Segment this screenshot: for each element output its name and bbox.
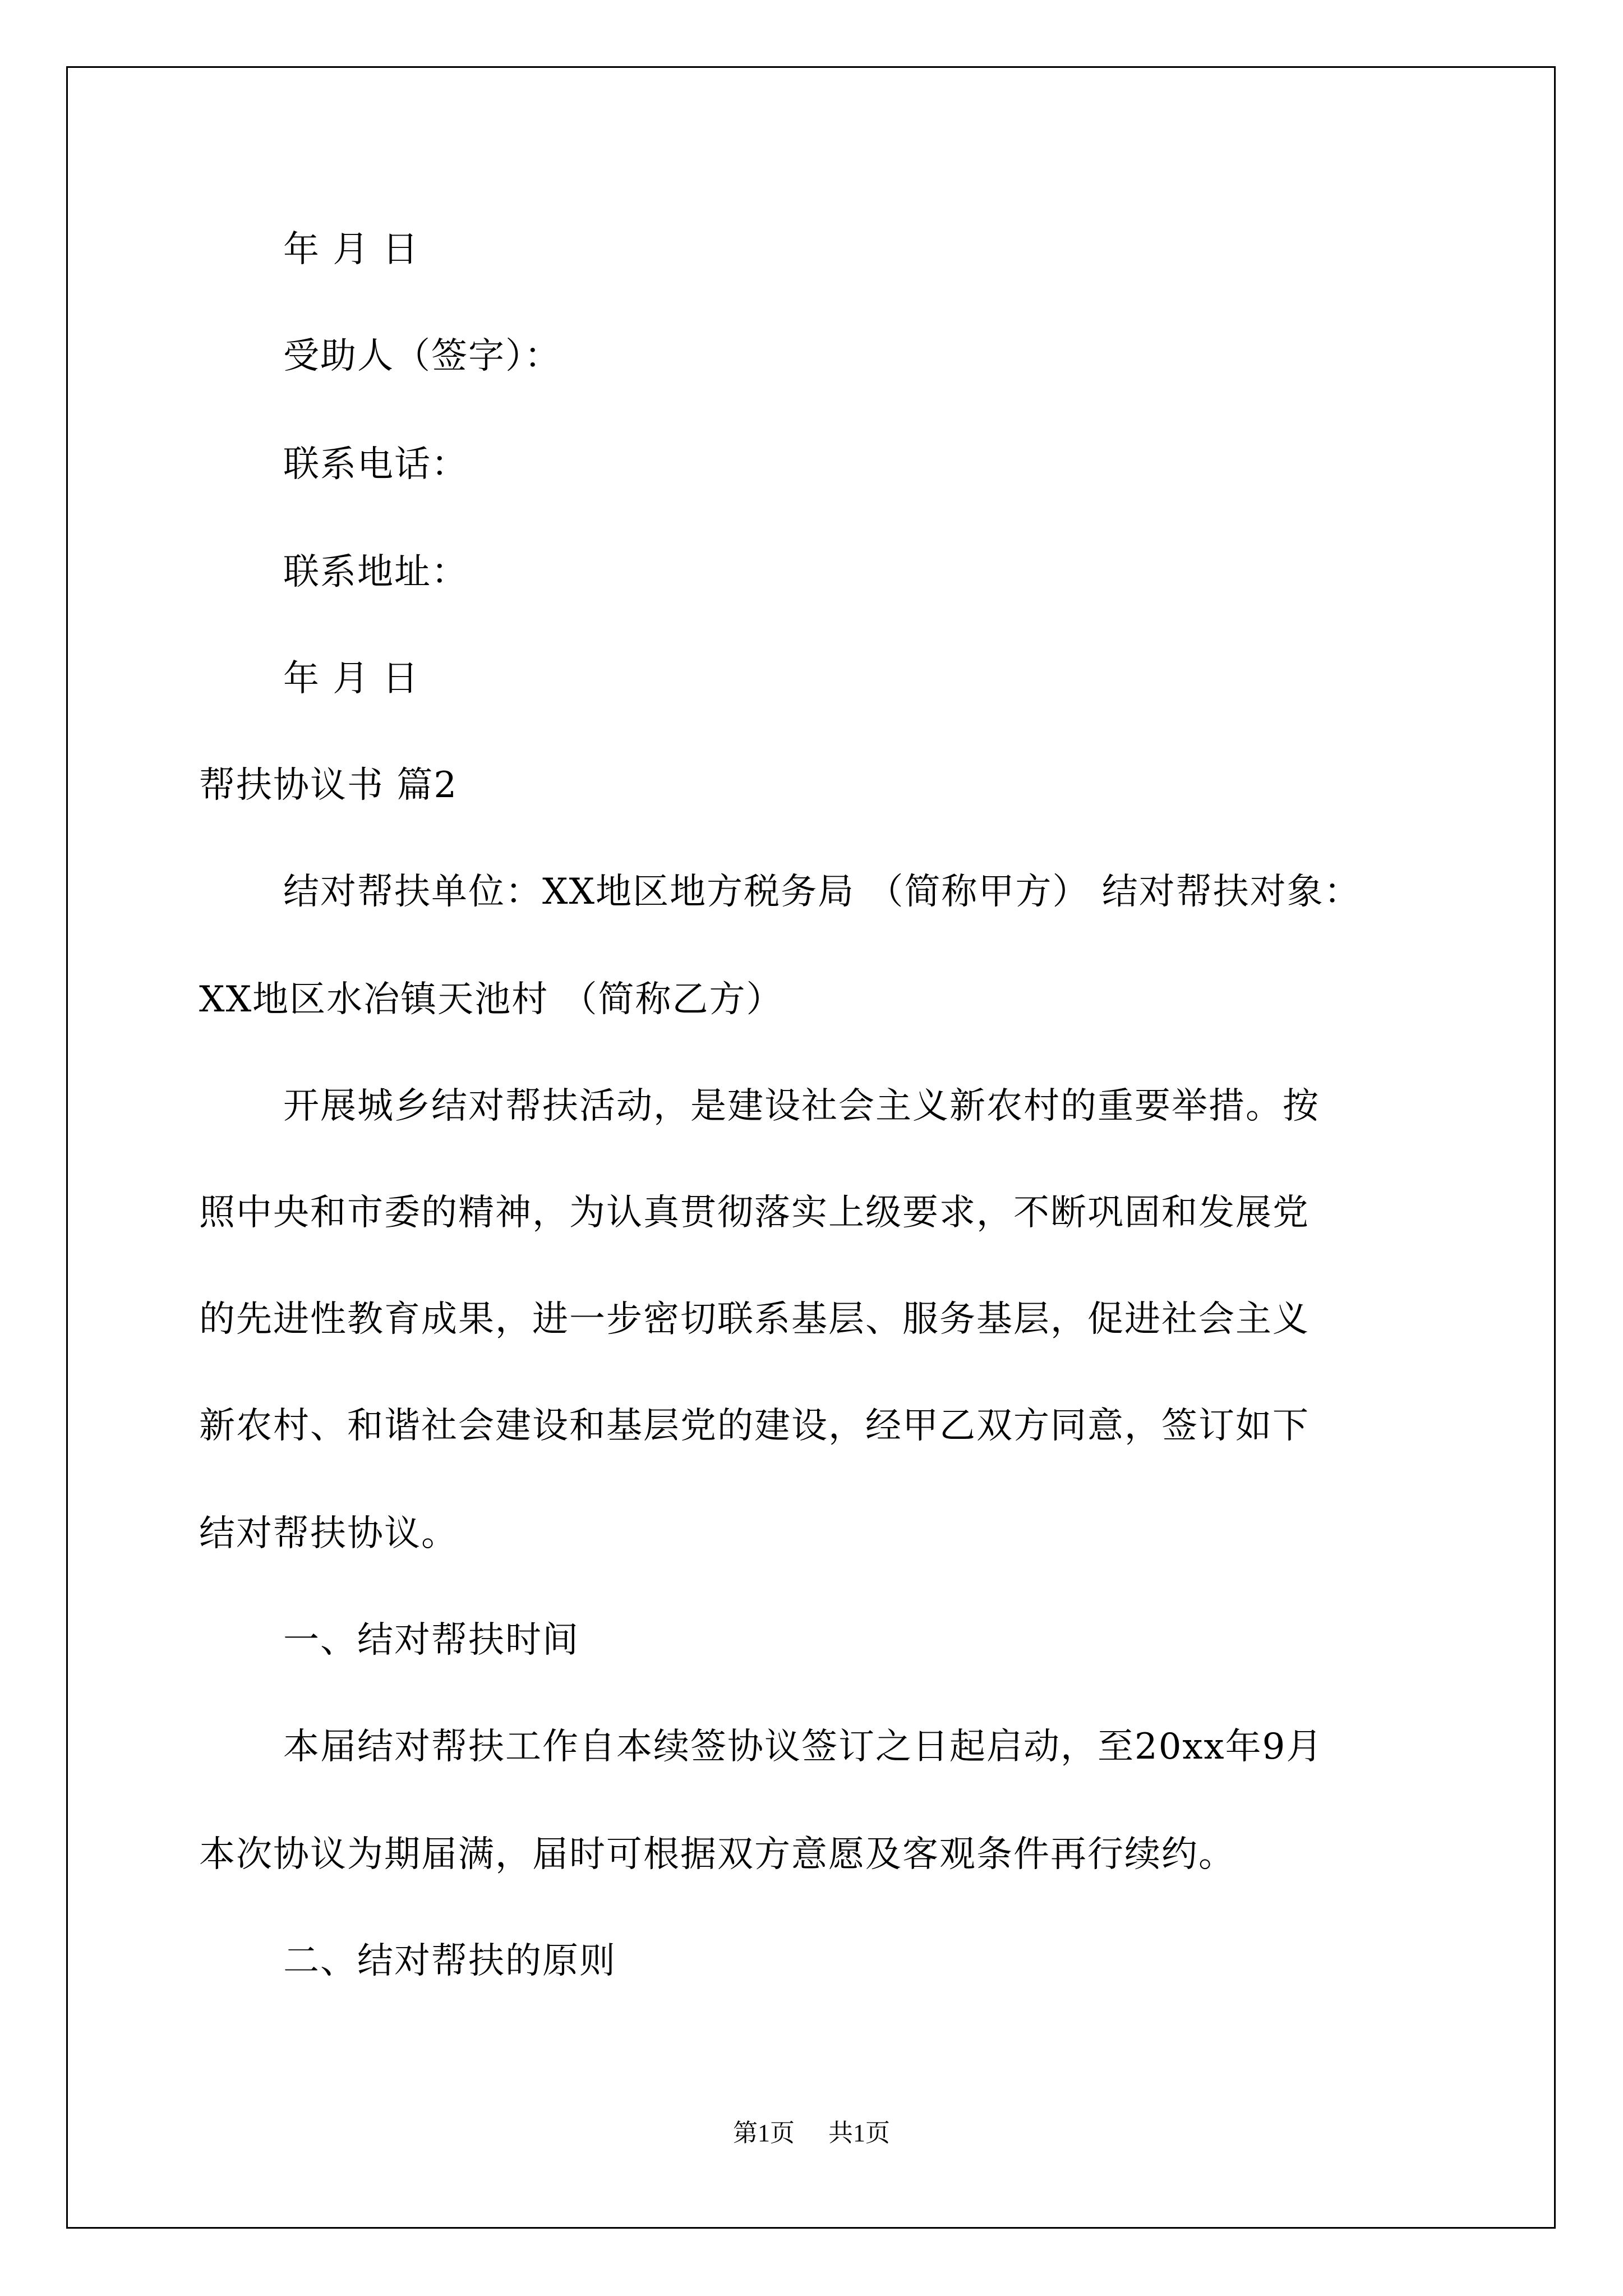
section-heading: 帮扶协议书 篇2 (199, 765, 458, 806)
paragraph-line: 结对帮扶协议。 (199, 1513, 458, 1554)
date-line: 年 月 日 (283, 658, 419, 700)
paragraph-line: 照中央和市委的精神，为认真贯彻落实上级要求，不断巩固和发展党 (199, 1192, 1310, 1234)
paragraph-line: XX地区水冶镇天池村 （简称乙方） (199, 979, 783, 1020)
paragraph-line: 开展城乡结对帮扶活动，是建设社会主义新农村的重要举措。按 (283, 1085, 1320, 1127)
paragraph-line: 结对帮扶单位：XX地区地方税务局 （简称甲方） 结对帮扶对象： (283, 871, 1361, 913)
page-number-current: 第1页 (733, 2119, 795, 2147)
paragraph-line: 新农村、和谐社会建设和基层党的建设，经甲乙双方同意，签订如下 (199, 1405, 1310, 1447)
subsection-heading: 一、结对帮扶时间 (283, 1619, 579, 1661)
page-number-total: 共1页 (828, 2119, 890, 2147)
recipient-signature-line: 受助人（签字）： (283, 335, 561, 377)
date-line: 年 月 日 (283, 229, 419, 270)
paragraph-line: 本次协议为期届满，届时可根据双方意愿及客观条件再行续约。 (199, 1834, 1235, 1875)
paragraph-line: 本届结对帮扶工作自本续签协议签订之日起启动，至20xx年9月 (283, 1726, 1324, 1768)
page-footer (0, 2118, 1623, 2149)
contact-phone-line: 联系电话： (283, 444, 468, 485)
contact-address-line: 联系地址： (283, 551, 468, 593)
subsection-heading: 二、结对帮扶的原则 (283, 1940, 616, 1982)
page-border (66, 66, 1556, 2229)
paragraph-line: 的先进性教育成果，进一步密切联系基层、服务基层，促进社会主义 (199, 1299, 1310, 1340)
